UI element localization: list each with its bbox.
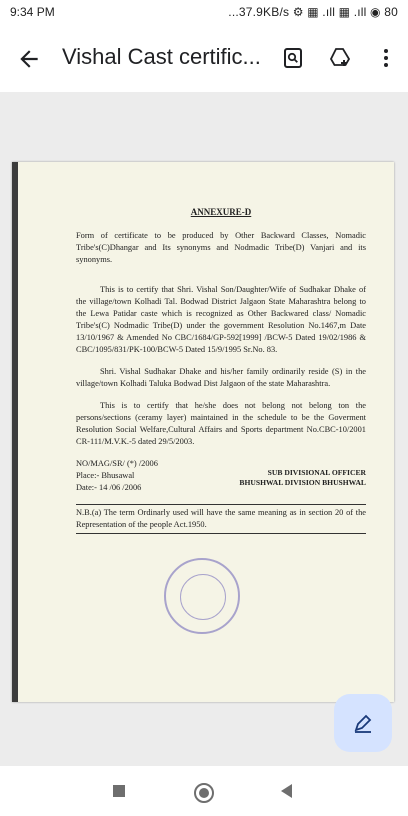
- certificate-text: [76, 206, 366, 534]
- signature-block: [76, 458, 366, 494]
- recents-square-icon[interactable]: [113, 785, 125, 797]
- doc-para-2: Shri. Vishal Sudhakar Dhake and his/her family ordinarily reside (S) in the village/town Kolhadi Taluka Bodwad Dist Jalgaon of the state Maharashtra.: [76, 367, 366, 388]
- more-vert-icon[interactable]: [374, 46, 398, 70]
- search-in-document-icon[interactable]: [281, 46, 305, 70]
- doc-heading: ANNEXURE-D: [190, 207, 252, 217]
- official-seal-stamp: [164, 558, 240, 634]
- back-arrow-icon[interactable]: [16, 46, 42, 72]
- doc-intro: Form of certificate to be produced by Other Backward Classes, Nomadic Tribe's(C)Dhangar and Its synonyms and Nodmadic Tribe(D) Vanjari and its synonyms.: [76, 231, 366, 264]
- status-time: 9:34 PM: [10, 5, 55, 19]
- status-bar: [0, 0, 408, 26]
- document-title: Vishal Cast certific...: [62, 44, 261, 69]
- doc-note: N.B.(a) The term Ordinarly used will have the same meaning as in section 20 of the Representation of the people Act.1950.: [76, 504, 366, 534]
- home-circle-icon[interactable]: [194, 783, 214, 803]
- app-bar: [0, 26, 408, 92]
- ref-number: NO/MAG/SR/ (*) /2006: [76, 459, 158, 468]
- doc-para-1: This is to certify that Shri. Vishal Son/Daughter/Wife of Sudhakar Dhake of the village/town Kolhadi Tal. Bodwad District Jalgaon State Maharashtra belong to the Lewa Patidar caste which is recognized as Other Backwared class/ Nomadic Tribe's(C) Nodmadic Tribe(D) under the government Resolution No.1467,m Date 13/10/1967 & Amended No CBC/1684/GP-592[1999] /BCW-5 Dated 19/02/1986 & CBC/1095/831/PK-100/BCW-5 Dated 15/9/1995 Sr.No. 83.: [76, 285, 366, 354]
- officer-title: SUB DIVISIONAL OFFICER: [267, 468, 366, 477]
- date-line: Date:- 14 /06 /2006: [76, 483, 142, 492]
- edit-pencil-icon: [351, 711, 375, 735]
- add-to-drive-icon[interactable]: [328, 46, 352, 70]
- document-page: [12, 162, 394, 702]
- place-line: Place:- Bhusawal: [76, 471, 135, 480]
- back-triangle-icon[interactable]: [281, 784, 292, 798]
- officer-division: BHUSHWAL DIVISION BHUSHWAL: [239, 478, 366, 487]
- status-indicators: ...37.9KB/s ⚙ ▦ .ıll ▦ .ıll ◉ 80: [228, 5, 398, 19]
- system-nav-bar: [0, 766, 408, 816]
- scan-edge: [12, 162, 18, 702]
- edit-fab-button[interactable]: [334, 694, 392, 752]
- doc-para-3: This is to certify that he/she does not belong not belong ton the persons/sections (ceramy layer) maintained in the schedule to be the Goverment Resolution Social Welfare,Cultural Affairs and Sports department No.CBC-10/2001 CR-111/M.V.K.-5 dated 29/5/2003.: [76, 401, 366, 446]
